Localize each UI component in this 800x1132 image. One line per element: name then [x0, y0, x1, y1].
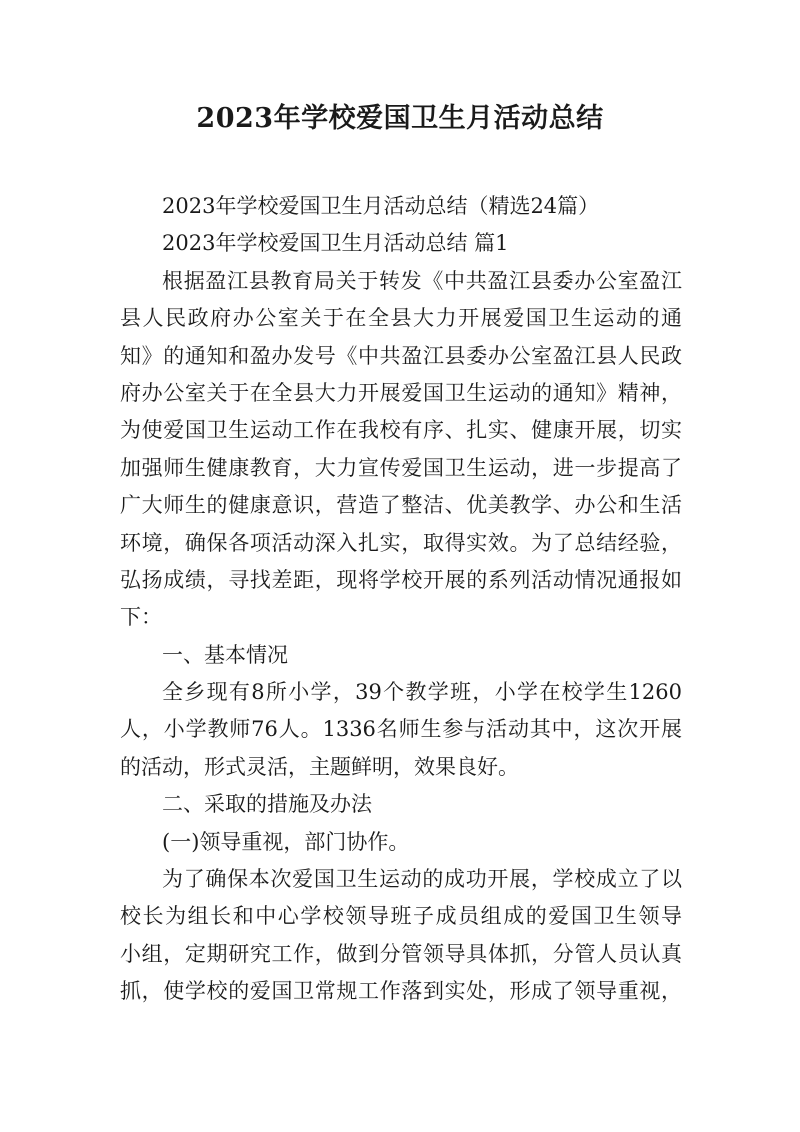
- body-line: 弘扬成绩，寻找差距，现将学校开展的系列活动情况通报如: [120, 567, 682, 592]
- body-line: 校长为组长和中心学校领导班子成员组成的爱国卫生领导: [120, 904, 682, 929]
- body-line: 2023年学校爱国卫生月活动总结（精选24篇）: [162, 194, 600, 218]
- section-heading: 二、采取的措施及办法: [162, 792, 372, 817]
- body-line: 为了确保本次爱国卫生运动的成功开展，学校成立了以: [162, 867, 682, 892]
- body-line: 下：: [120, 605, 162, 630]
- body-line: 人，小学教师76人。1336名师生参与活动其中，这次开展: [120, 717, 682, 742]
- body-line: 广大师生的健康意识，营造了整洁、优美教学、办公和生活: [120, 493, 682, 518]
- body-line: 县人民政府办公室关于在全县大力开展爱国卫生运动的通: [120, 306, 682, 331]
- document-body: [120, 188, 682, 1011]
- body-line: 为使爱国卫生运动工作在我校有序、扎实、健康开展，切实: [120, 418, 682, 443]
- body-line: 的活动，形式灵活，主题鲜明，效果良好。: [120, 754, 519, 779]
- body-line: 府办公室关于在全县大力开展爱国卫生运动的通知》精神，: [120, 380, 682, 405]
- document-title: 2023年学校爱国卫生月活动总结: [196, 103, 604, 134]
- body-line: 抓，使学校的爱国卫常规工作落到实处，形成了领导重视，: [120, 979, 682, 1004]
- body-line: 2023年学校爱国卫生月活动总结 篇1: [162, 231, 509, 256]
- body-line: 全乡现有8所小学，39个教学班，小学在校学生1260: [162, 680, 682, 705]
- section-heading: 一、基本情况: [162, 642, 288, 667]
- body-line: 加强师生健康教育，大力宣传爱国卫生运动，进一步提高了: [120, 455, 682, 480]
- body-line: 环境，确保各项活动深入扎实，取得实效。为了总结经验，: [120, 530, 682, 555]
- body-line: 根据盈江县教育局关于转发《中共盈江县委办公室盈江: [162, 268, 682, 293]
- body-line: 知》的通知和盈办发号《中共盈江县委办公室盈江县人民政: [120, 343, 682, 368]
- subsection-heading: (一)领导重视，部门协作。: [162, 829, 410, 854]
- body-line: 小组，定期研究工作，做到分管领导具体抓，分管人员认真: [120, 941, 682, 966]
